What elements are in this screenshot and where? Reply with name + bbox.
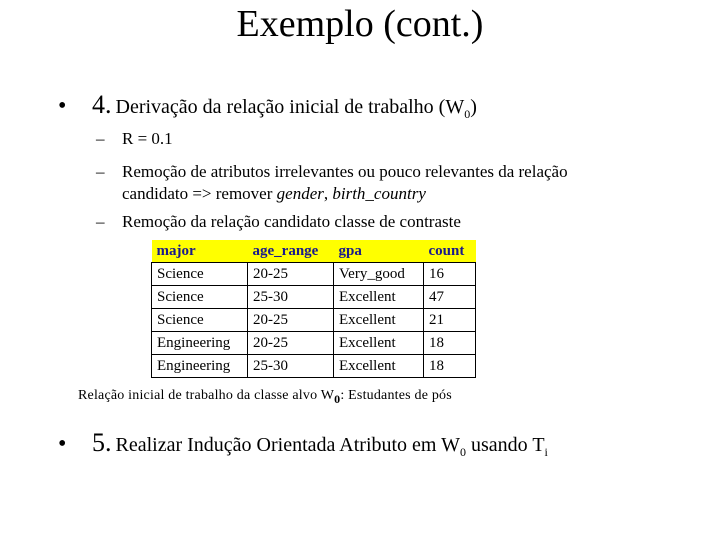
table-row bbox=[152, 286, 476, 309]
cell-major: Science bbox=[152, 286, 248, 309]
subitem-contraste: – Remoção da relação candidato classe de contraste bbox=[96, 212, 461, 231]
bullet-dot: • bbox=[58, 431, 67, 457]
cell-major: Engineering bbox=[152, 355, 248, 378]
cell-count: 18 bbox=[424, 332, 476, 355]
cell-major: Science bbox=[152, 309, 248, 332]
cell-age-range: 20-25 bbox=[248, 309, 334, 332]
table-row bbox=[152, 332, 476, 355]
slide-title: Exemplo (cont.) bbox=[236, 3, 484, 45]
cell-major: Engineering bbox=[152, 332, 248, 355]
cell-age-range: 25-30 bbox=[248, 286, 334, 309]
bullet-number: 5. bbox=[92, 428, 112, 457]
cell-gpa: Excellent bbox=[334, 332, 424, 355]
cell-gpa: Excellent bbox=[334, 286, 424, 309]
bullet-4 bbox=[58, 90, 477, 122]
bullet-dot: • bbox=[58, 93, 67, 119]
cell-count: 16 bbox=[424, 263, 476, 286]
table-row bbox=[152, 263, 476, 286]
working-relation-table bbox=[151, 240, 476, 378]
header-count: count bbox=[424, 240, 476, 263]
table-header-row bbox=[152, 240, 476, 263]
bullet-text: Realizar Indução Orientada Atributo em $W_0$ usando $T_i$ bbox=[115, 434, 548, 459]
bullet-5 bbox=[58, 428, 548, 460]
cell-gpa: Excellent bbox=[334, 309, 424, 332]
cell-gpa: Very_good bbox=[334, 263, 424, 286]
cell-count: 18 bbox=[424, 355, 476, 378]
cell-gpa: Excellent bbox=[334, 355, 424, 378]
subitem-remocao: – Remoção de atributos irrelevantes ou pouco relevantes da relação candidato => remover gender, birth_country bbox=[96, 162, 568, 203]
header-gpa: gpa bbox=[334, 240, 424, 263]
cell-major: Science bbox=[152, 263, 248, 286]
header-age-range: age_range bbox=[248, 240, 334, 263]
subitem-r: – R = 0.1 bbox=[96, 129, 173, 148]
table-row bbox=[152, 355, 476, 378]
header-major: major bbox=[152, 240, 248, 263]
bullet-number: 4. bbox=[92, 90, 112, 119]
bullet-text: Derivação da relação inicial de trabalho $(W_0)$ bbox=[115, 96, 477, 121]
cell-age-range: 20-25 bbox=[248, 263, 334, 286]
table-caption: Relação inicial de trabalho da classe alvo $W_0$: Estudantes de pós bbox=[78, 388, 452, 406]
cell-age-range: 20-25 bbox=[248, 332, 334, 355]
cell-count: 21 bbox=[424, 309, 476, 332]
attr-gender: gender bbox=[276, 184, 324, 203]
cell-count: 47 bbox=[424, 286, 476, 309]
cell-age-range: 25-30 bbox=[248, 355, 334, 378]
table-row bbox=[152, 309, 476, 332]
attr-birth-country: birth_country bbox=[332, 184, 426, 203]
